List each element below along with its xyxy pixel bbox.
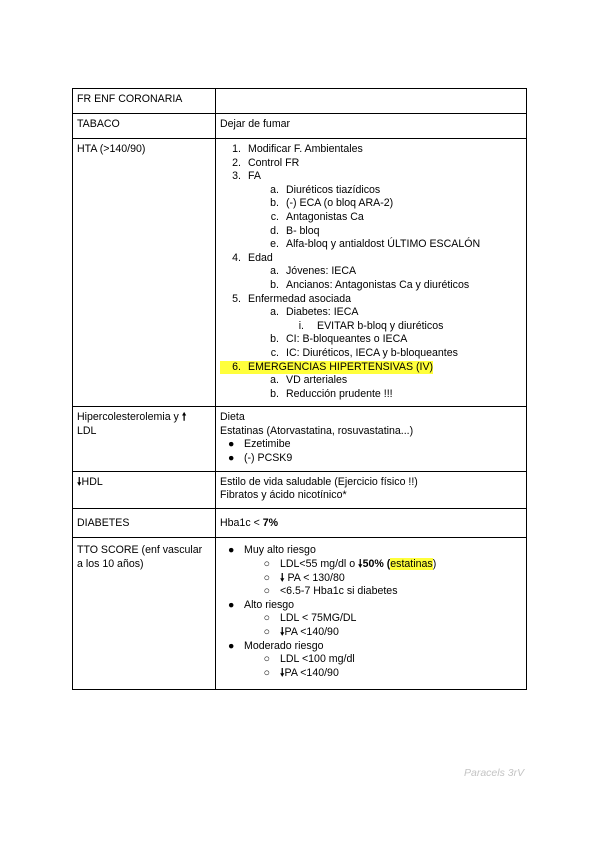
list-item: ○ LDL <100 mg/dl [263,653,355,666]
hiper-content [216,407,527,471]
hdl-line1: Estilo de vida saludable (Ejercicio físico !!) [220,475,418,488]
down-arrow-icon: 🠗 [280,571,285,584]
list-item: c. IC: Diuréticos, IECA y b-bloqueantes [270,346,458,359]
list-item: a. Jóvenes: IECA [270,265,357,278]
list-item: 3. FA [232,170,261,183]
list-item: a. Diabetes: IECA [270,306,359,319]
down-arrow-icon: 🠗 [358,558,363,571]
list-item: b. (-) ECA (o bloq ARA-2) [270,197,394,210]
list-item: ○ 🠗PA <140/90 [263,666,339,679]
list-item: 5. Enfermedad asociada [232,292,352,305]
list-item: 4. Edad [232,251,273,264]
tto-label: TTO SCORE (enf vascular a los 10 años) [73,538,216,690]
list-item: ● Muy alto riesgo [228,544,316,557]
down-arrow-icon: 🠗 [280,666,285,679]
list-item: a. Diuréticos tiazídicos [270,183,381,196]
row-tto-score [73,538,527,690]
hdl-content [216,471,527,508]
coronary-risk-table [72,88,527,690]
tabaco-text: Dejar de fumar [216,114,527,139]
list-item: ○ <6.5-7 Hba1c si diabetes [263,585,398,598]
diabetes-content: Hba1c < 7% [216,508,527,538]
table-header-row [73,89,527,114]
list-item: ○ LDL < 75MG/DL [263,612,357,625]
list-item: 2. Control FR [232,156,300,169]
list-item: b. Reducción prudente !!! [270,387,393,400]
row-hipercolesterolemia [73,407,527,471]
hdl-label: 🠗HDL [73,471,216,508]
hdl-line2: Fibratos y ácido nicotínico* [220,489,347,502]
list-item: a. VD arteriales [270,374,348,387]
diabetes-label: DIABETES [73,508,216,538]
list-item: c. Antagonistas Ca [270,210,364,223]
tabaco-label: TABACO [73,114,216,139]
hta-label: HTA (>140/90) [73,139,216,407]
row-hdl [73,471,527,508]
row-tabaco [73,114,527,139]
down-arrow-icon: 🠗 [77,475,82,488]
list-item: ● (-) PCSK9 [228,452,293,465]
list-item: d. B- bloq [270,224,320,237]
list-item: ○ 🠗 PA < 130/80 [263,571,345,584]
list-item: i. EVITAR b-bloq y diuréticos [298,319,444,332]
down-arrow-icon: 🠗 [280,626,285,638]
list-item: ● Ezetimibe [228,438,291,451]
hiper-line1: Dieta [220,411,245,424]
tto-content [216,538,527,690]
row-hta [73,139,527,407]
header-empty-cell [216,89,527,114]
list-item: e. Alfa-bloq y antialdost ÚLTIMO ESCALÓN [270,238,481,251]
list-item: ○ 🠗PA <140/90 [263,626,339,638]
footer-watermark: Paracels 3rV [464,767,525,779]
row-diabetes [73,508,527,538]
list-item: ● Alto riesgo [228,598,295,611]
list-item: b. CI: B-bloqueantes o IECA [270,333,408,346]
hiper-label: Hipercolesterolemia y 🠕 LDL [73,407,216,471]
up-arrow-icon: 🠕 [181,411,187,424]
list-item: b. Ancianos: Antagonistas Ca y diuréticos [270,278,470,291]
list-item: 1. Modificar F. Ambientales [232,143,363,155]
hta-content [216,139,527,407]
highlighted-list-item: 6. EMERGENCIAS HIPERTENSIVAS (IV) [220,361,522,375]
hiper-line2: Estatinas (Atorvastatina, rosuvastatina...) [220,424,414,437]
header-cell: FR ENF CORONARIA [73,89,216,114]
list-item: ○ LDL<55 mg/dl o 🠗50% (estatinas) [263,558,437,571]
list-item: ● Moderado riesgo [228,639,324,652]
